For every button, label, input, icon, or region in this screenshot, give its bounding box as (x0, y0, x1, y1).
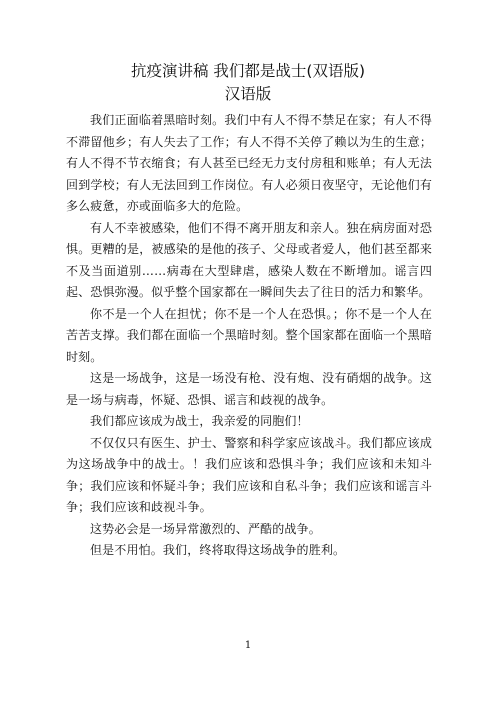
document-body (66, 110, 432, 562)
paragraph: 你不是一个人在担忧；你不是一个人在恐惧。；你不是一个人在苦苦支撑。我们都在面临一个黑暗时刻。整个国家都在面临一个黑暗时刻。 (66, 306, 432, 364)
page-number: 1 (244, 640, 252, 651)
paragraph: 我们正面临着黑暗时刻。我们中有人不得不禁足在家；有人不得不滞留他乡；有人失去了工作；有人不得不关停了赖以为生的生意；有人不得不节衣缩食；有人甚至已经无力支付房租和账单；有人无法回到学校；有人无法回到工作岗位。有人必须日夜坚守，无论他们有多么疲惫，亦或面临多大的危险。 (66, 113, 432, 213)
document-title: 抗疫演讲稿 我们都是战士(双语版) (130, 62, 366, 80)
paragraph: 这是一场战争，这是一场没有枪、没有炮、没有硝烟的战争。这是一场与病毒，怀疑、恐惧、谣言和歧视的战争。 (66, 371, 432, 407)
document-subtitle: 汉语版 (224, 85, 272, 103)
paragraph: 但是不用怕。我们，终将取得这场战争的胜利。 (90, 543, 346, 557)
paragraph: 这势必会是一场异常激烈的、严酷的战争。 (90, 521, 321, 536)
paragraph: 我们都应该成为战士，我亲爱的同胞们！ (90, 414, 309, 428)
paragraph: 有人不幸被感染，他们不得不离开朋友和亲人。独在病房面对恐惧。更糟的是，被感染的是他的孩子、父母或者爱人，他们甚至都来不及当面道别……病毒在大型肆虐，感染人数在不断增加。谣言四起、恐惧弥漫。似乎整个国家都在一瞬间失去了往日的活力和繁华。 (66, 220, 432, 299)
paragraph: 不仅仅只有医生、护士、警察和科学家应该战斗。我们都应该成为这场战争中的战士。！我们应该和恐惧斗争；我们应该和未知斗争；我们应该和怀疑斗争；我们应该和自私斗争；我们应该和谣言斗争；我们应该和歧视斗争。 (66, 435, 432, 514)
